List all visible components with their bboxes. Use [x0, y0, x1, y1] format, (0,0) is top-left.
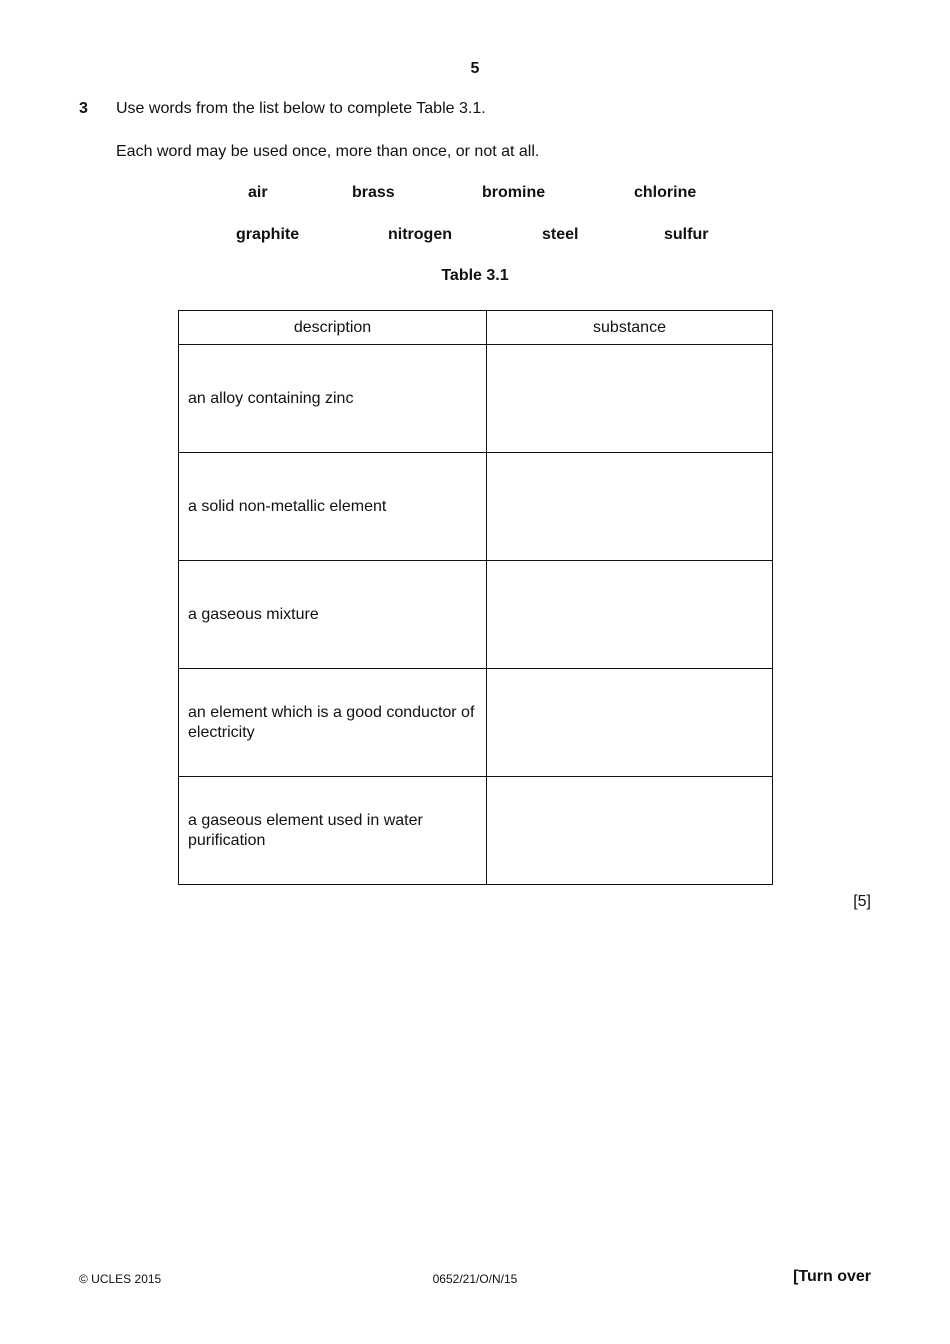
table-row: [179, 561, 773, 669]
description-cell: an alloy containing zinc: [179, 345, 487, 453]
substance-answer-cell[interactable]: [487, 345, 773, 453]
substance-answer-cell[interactable]: [487, 777, 773, 885]
table-row: [179, 669, 773, 777]
column-header-substance: substance: [487, 311, 773, 345]
table-caption: Table 3.1: [441, 267, 509, 284]
marks-label: [5]: [853, 893, 871, 910]
word-list-item: steel: [542, 226, 579, 243]
table-row: [179, 777, 773, 885]
description-cell: a gaseous element used in water purification: [179, 777, 487, 885]
substance-answer-cell[interactable]: [487, 669, 773, 777]
word-list-item: graphite: [236, 226, 300, 243]
question-number: 3: [79, 100, 88, 117]
description-cell: an element which is a good conductor of electricity: [179, 669, 487, 777]
footer-turn-over: [Turn over: [793, 1268, 871, 1285]
word-list-item: air: [248, 184, 268, 201]
description-cell: a solid non-metallic element: [179, 453, 487, 561]
question-instruction-usage: Each word may be used once, more than once, or not at all.: [116, 143, 540, 160]
description-cell: a gaseous mixture: [179, 561, 487, 669]
word-list-item: sulfur: [664, 226, 709, 243]
table-row: [179, 453, 773, 561]
word-list-item: bromine: [482, 184, 546, 201]
question-instruction: Use words from the list below to complete Table 3.1.: [116, 100, 486, 117]
column-header-description: description: [179, 311, 487, 345]
footer-paper-code: 0652/21/O/N/15: [432, 1272, 518, 1286]
footer-copyright: © UCLES 2015: [79, 1272, 162, 1286]
word-list-item: chlorine: [634, 184, 697, 201]
answer-table: [178, 310, 773, 885]
word-list-item: nitrogen: [388, 226, 452, 243]
page-number: 5: [470, 60, 480, 77]
table-header-row: [179, 311, 773, 345]
substance-answer-cell[interactable]: [487, 561, 773, 669]
table-row: [179, 345, 773, 453]
substance-answer-cell[interactable]: [487, 453, 773, 561]
word-list-item: brass: [352, 184, 395, 201]
